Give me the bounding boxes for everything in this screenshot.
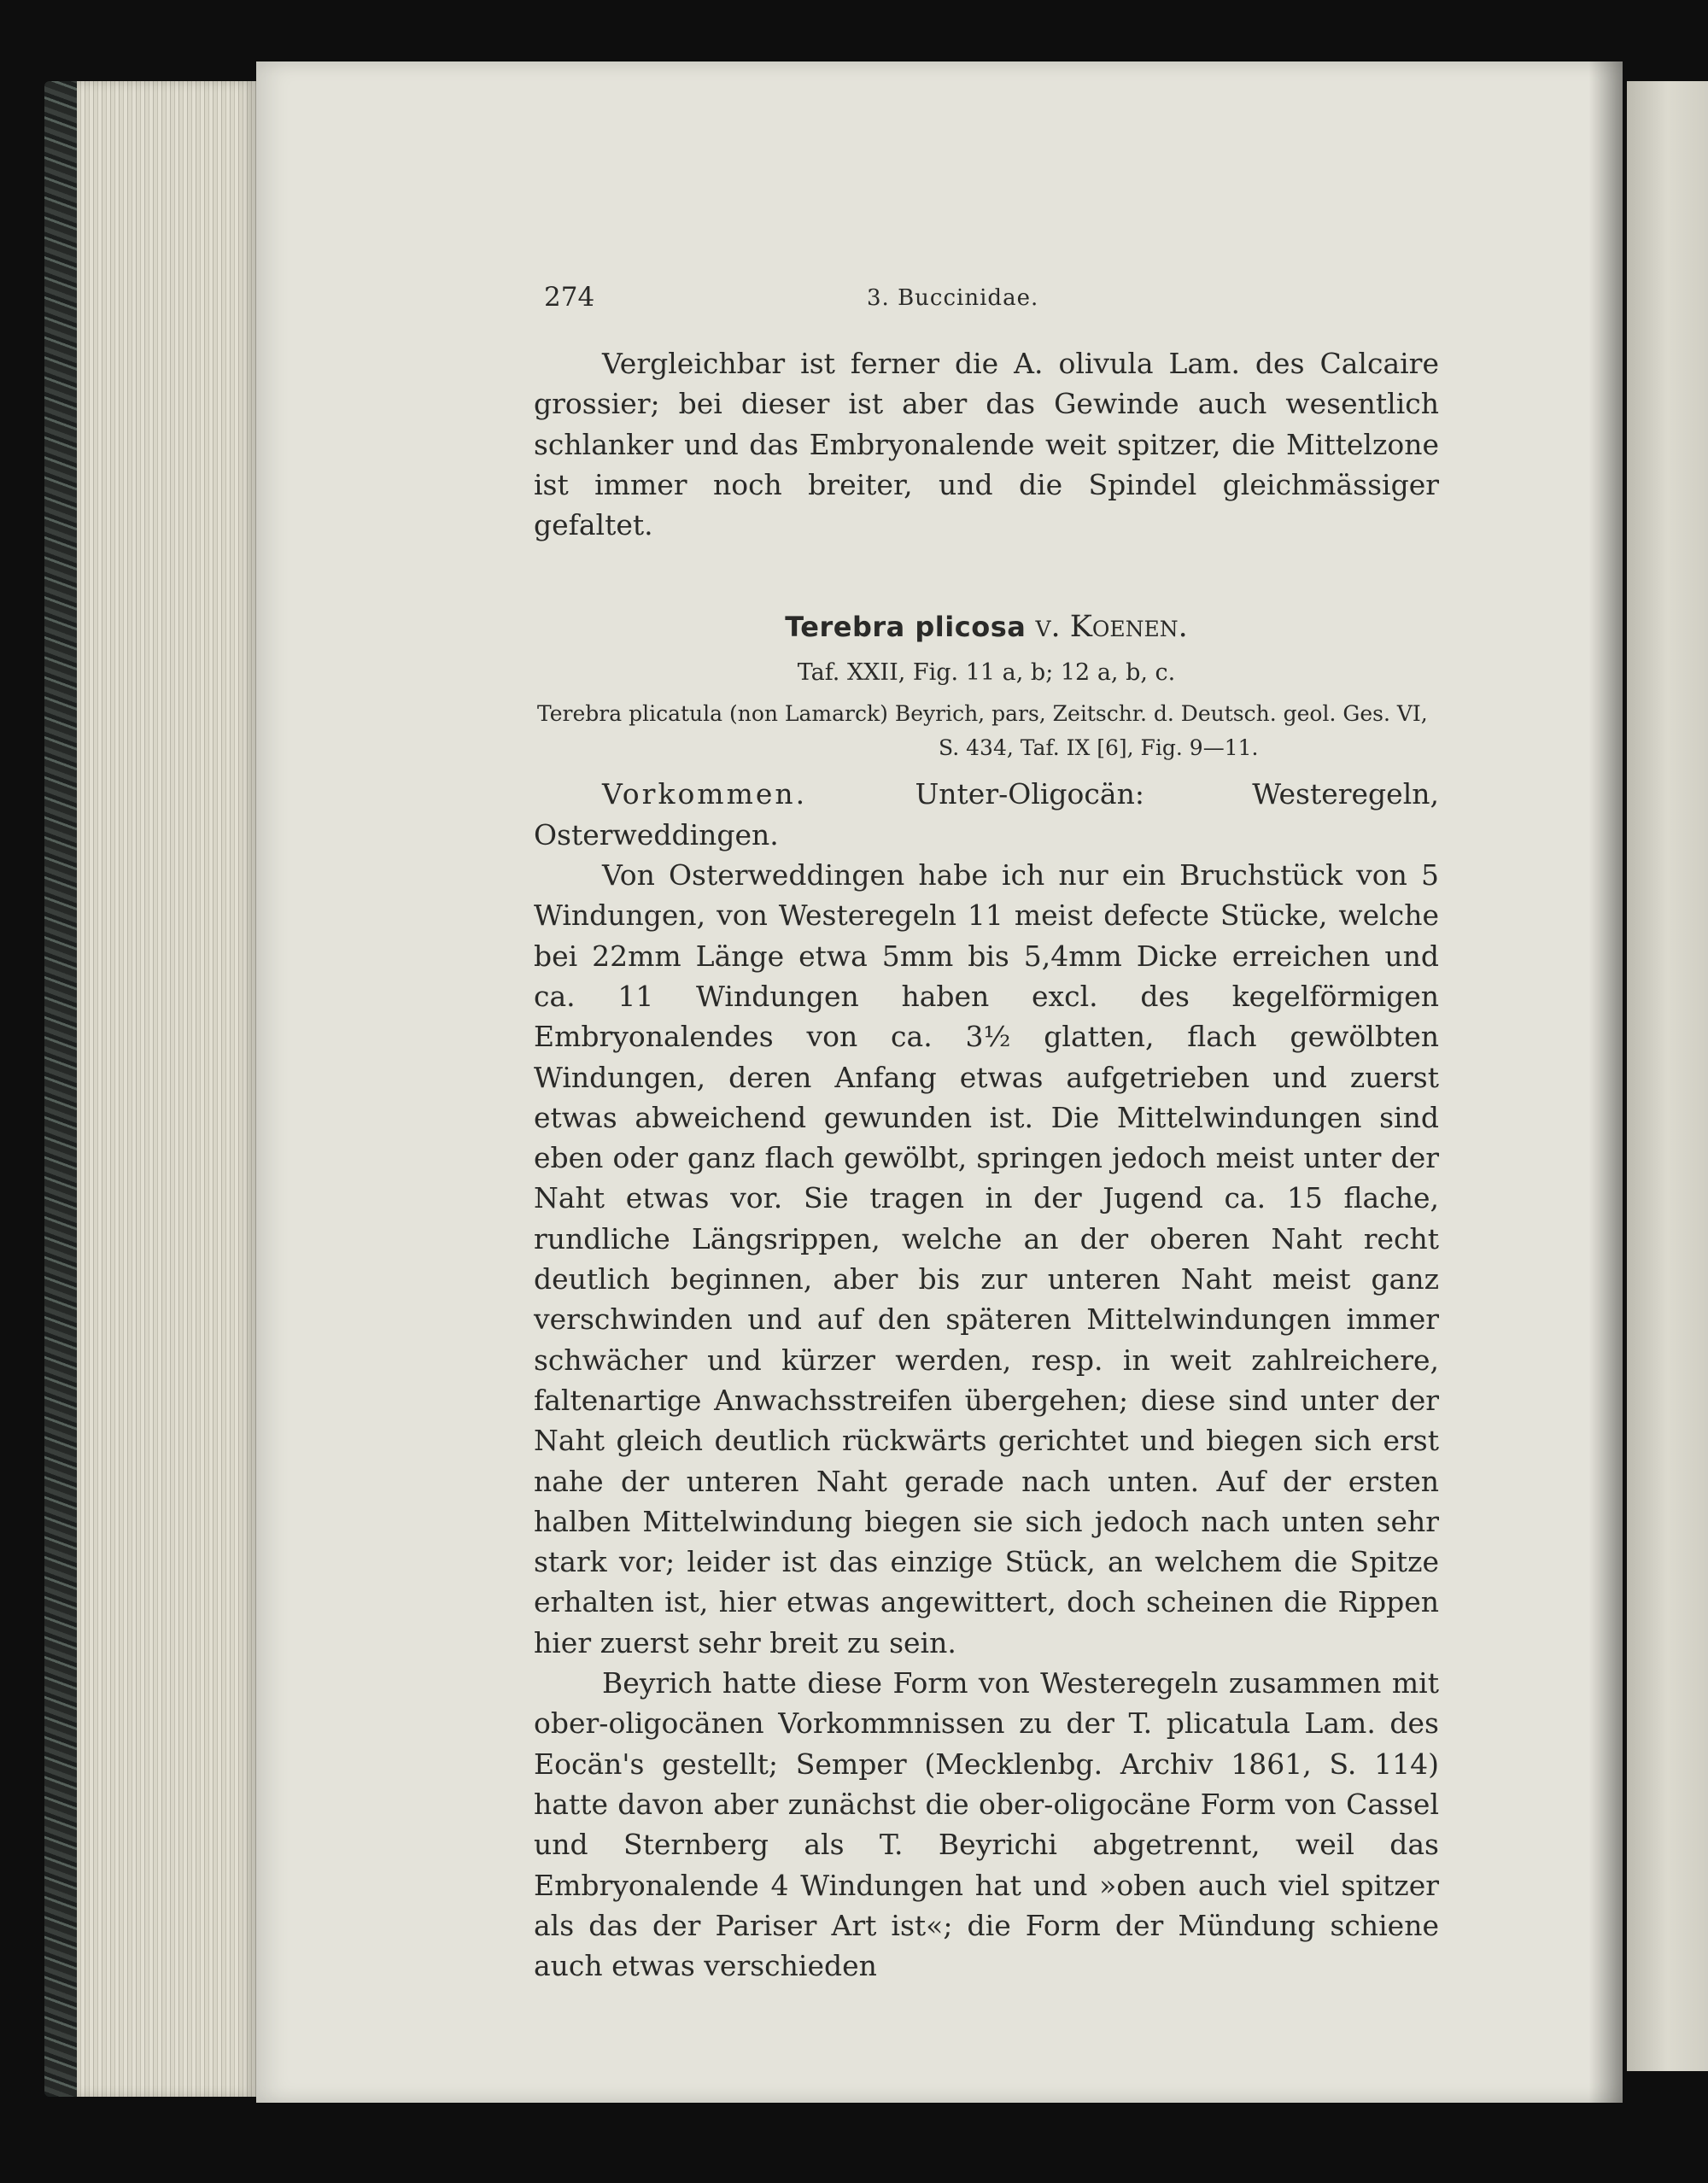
page-stack-edge bbox=[77, 81, 256, 2097]
occurrence-text: Unter-Oligocän: Westeregeln, Osterweddingen. bbox=[534, 777, 1439, 852]
synonym-reference bbox=[534, 697, 1439, 765]
page-text bbox=[534, 282, 1439, 1986]
occurrence-label: Vorkommen. bbox=[602, 777, 808, 811]
synonym-line-2: S. 434, Taf. IX [6], Fig. 9—11. bbox=[939, 735, 1259, 761]
page-number: 274 bbox=[544, 282, 595, 313]
plate-reference: Taf. XXII, Fig. 11 a, b; 12 a, b, c. bbox=[797, 659, 1176, 687]
paragraph-intro: Vergleichbar ist ferner die A. olivula Lam. des Calcaire grossier; bei dieser ist aber das Gewinde auch wesentlich schlanker und das Embryonalende weit spitzer, die Mittelzone ist immer noch breiter, und die Spindel gleichmässiger gefaltet. bbox=[534, 347, 1439, 542]
species-author: v. Koenen. bbox=[1035, 610, 1188, 645]
running-head bbox=[534, 282, 1439, 325]
section-title: 3. Buccinidae. bbox=[867, 285, 1039, 311]
synonym-line-1: Terebra plicatula (non Lamarck) Beyrich, pars, Zeitschr. d. Deutsch. geol. Ges. VI, bbox=[537, 701, 1428, 727]
paragraph-beyrich: Beyrich hatte diese Form von Westeregeln zusammen mit ober-oligocänen Vorkommnissen zu der T. plicatula Lam. des Eocän's gestellt; Semper (Mecklenbg. Archiv 1861, S. 114) hatte davon aber zunächst die ober-oligocäne Form von Cassel und Sternberg als T. Beyrichi abgetrennt, weil das Embryonalende 4 Windungen hat und »oben auch viel spitzer als das der Pariser Art ist«; die Form der Mündung schiene auch etwas verschieden bbox=[534, 1666, 1439, 1983]
species-heading bbox=[534, 606, 1439, 647]
paragraph-description: Von Osterweddingen habe ich nur ein Bruchstück von 5 Windungen, von Westeregeln 11 meist defecte Stücke, welche bei 22mm Länge etwa 5mm bis 5,4mm Dicke erreichen und ca. 11 Windungen haben excl. des kegelförmigen Embryonalendes von ca. 3½ glatten, flach gewölbten Windungen, deren Anfang etwas aufgetrieben und zuerst etwas abweichend gewunden ist. Die Mittelwindungen sind eben oder ganz flach gewölbt, springen jedoch meist unter der Naht etwas vor. Sie tragen in der Jugend ca. 15 flache, rundliche Längsrippen, welche an der oberen Naht recht deutlich beginnen, aber bis zur unteren Naht meist ganz verschwinden und auf den späteren Mittelwindungen immer schwächer und kürzer werden, resp. in weit zahlreichere, faltenartige Anwachsstreifen übergehen; diese sind unter der Naht gleich deutlich rückwärts gerichtet und biegen sich erst nahe der unteren Naht gerade nach unten. Auf der ersten halben Mittelwindung biegen sie sich jedoch nach unten sehr stark vor; leider ist das einzige Stück, an welchem die Spitze erhalten ist, hier etwas angewittert, doch scheinen die Rippen hier zuerst sehr breit zu sein. bbox=[534, 858, 1439, 1659]
facing-page-edge bbox=[1627, 81, 1708, 2071]
gutter-shadow bbox=[1588, 61, 1623, 2103]
occurrence bbox=[534, 774, 1439, 855]
species-name: Terebra plicosa bbox=[785, 611, 1027, 644]
